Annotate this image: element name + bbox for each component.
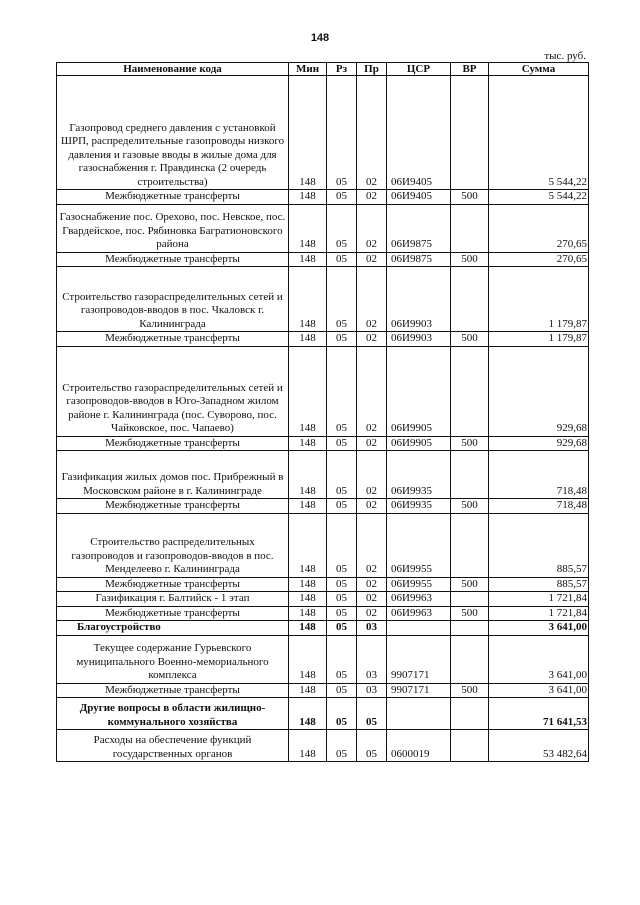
row-vr: 500 — [451, 499, 489, 514]
row-min: 148 — [289, 190, 327, 205]
row-name: Расходы на обеспечение функций государственных органов — [57, 730, 289, 762]
row-vr: 500 — [451, 332, 489, 347]
row-name: Межбюджетные трансферты — [57, 499, 289, 514]
row-rz: 05 — [327, 267, 357, 332]
row-csr: 06И9875 — [387, 252, 451, 267]
row-pr: 03 — [357, 683, 387, 698]
row-vr: 500 — [451, 606, 489, 621]
row-min: 148 — [289, 635, 327, 683]
row-csr: 0600019 — [387, 730, 451, 762]
row-csr: 06И9405 — [387, 76, 451, 190]
row-rz: 05 — [327, 730, 357, 762]
row-min: 148 — [289, 436, 327, 451]
row-vr — [451, 730, 489, 762]
row-rz: 05 — [327, 635, 357, 683]
table-row — [57, 698, 589, 730]
table-row — [57, 621, 589, 636]
row-rz: 05 — [327, 332, 357, 347]
header-csr: ЦСР — [387, 63, 451, 76]
row-vr — [451, 451, 489, 499]
table-row — [57, 451, 589, 499]
row-name: Газификация жилых домов пос. Прибрежный в Московском районе в г. Калининграде — [57, 451, 289, 499]
row-vr — [451, 635, 489, 683]
row-rz: 05 — [327, 577, 357, 592]
row-vr — [451, 592, 489, 607]
row-rz: 05 — [327, 451, 357, 499]
page-number: 148 — [310, 32, 330, 44]
row-sum: 5 544,22 — [489, 190, 589, 205]
row-min: 148 — [289, 698, 327, 730]
row-min: 148 — [289, 332, 327, 347]
row-csr: 06И9955 — [387, 513, 451, 577]
row-min: 148 — [289, 577, 327, 592]
row-csr: 9907171 — [387, 635, 451, 683]
table-row — [57, 499, 589, 514]
table-row — [57, 606, 589, 621]
row-pr: 02 — [357, 76, 387, 190]
row-csr — [387, 621, 451, 636]
row-min: 148 — [289, 606, 327, 621]
table-row — [57, 730, 589, 762]
row-name: Межбюджетные трансферты — [57, 683, 289, 698]
row-pr: 02 — [357, 252, 387, 267]
row-csr: 9907171 — [387, 683, 451, 698]
row-vr — [451, 346, 489, 436]
row-csr: 06И9955 — [387, 577, 451, 592]
table-row — [57, 76, 589, 190]
row-min: 148 — [289, 730, 327, 762]
table-row — [57, 513, 589, 577]
row-name: Межбюджетные трансферты — [57, 332, 289, 347]
table-row — [57, 346, 589, 436]
row-pr: 02 — [357, 190, 387, 205]
row-sum: 270,65 — [489, 204, 589, 252]
row-rz: 05 — [327, 346, 357, 436]
row-name: Межбюджетные трансферты — [57, 436, 289, 451]
row-vr: 500 — [451, 436, 489, 451]
row-min: 148 — [289, 451, 327, 499]
row-sum: 270,65 — [489, 252, 589, 267]
header-rz: Рз — [327, 63, 357, 76]
row-sum: 3 641,00 — [489, 621, 589, 636]
table-row — [57, 577, 589, 592]
row-name: Другие вопросы в области жилищно-коммунального хозяйства — [57, 698, 289, 730]
row-csr — [387, 698, 451, 730]
row-pr: 02 — [357, 606, 387, 621]
row-name: Строительство газораспределительных сетей и газопроводов-вводов в Юго-Западном жилом районе г. Калининграда (пос. Суворово, пос. Чайковское, пос. Чапаево) — [57, 346, 289, 436]
row-csr: 06И9963 — [387, 606, 451, 621]
row-name: Межбюджетные трансферты — [57, 252, 289, 267]
row-csr: 06И9903 — [387, 267, 451, 332]
row-sum: 718,48 — [489, 451, 589, 499]
row-name: Межбюджетные трансферты — [57, 577, 289, 592]
row-sum: 53 482,64 — [489, 730, 589, 762]
row-vr — [451, 267, 489, 332]
header-name: Наименование кода — [57, 63, 289, 76]
row-name: Строительство распределительных газопроводов и газопроводов-вводов в пос. Менделеево г. Калининграда — [57, 513, 289, 577]
row-vr: 500 — [451, 577, 489, 592]
row-vr — [451, 698, 489, 730]
row-vr: 500 — [451, 190, 489, 205]
units-label: тыс. руб. — [544, 50, 586, 62]
row-rz: 05 — [327, 592, 357, 607]
row-pr: 05 — [357, 730, 387, 762]
row-sum: 3 641,00 — [489, 635, 589, 683]
row-name: Межбюджетные трансферты — [57, 190, 289, 205]
row-name: Строительство газораспределительных сетей и газопроводов-вводов в пос. Чкаловск г. Калининграда — [57, 267, 289, 332]
row-csr: 06И9405 — [387, 190, 451, 205]
table-row — [57, 592, 589, 607]
row-sum: 929,68 — [489, 436, 589, 451]
row-pr: 02 — [357, 332, 387, 347]
table-row — [57, 267, 589, 332]
row-csr: 06И9905 — [387, 436, 451, 451]
row-csr: 06И9935 — [387, 499, 451, 514]
row-rz: 05 — [327, 499, 357, 514]
table-row — [57, 204, 589, 252]
row-name: Благоустройство — [57, 621, 289, 636]
row-csr: 06И9903 — [387, 332, 451, 347]
row-pr: 02 — [357, 436, 387, 451]
row-rz: 05 — [327, 698, 357, 730]
table-row — [57, 332, 589, 347]
row-pr: 05 — [357, 698, 387, 730]
table-row — [57, 252, 589, 267]
row-pr: 02 — [357, 577, 387, 592]
table-row — [57, 436, 589, 451]
row-rz: 05 — [327, 606, 357, 621]
row-pr: 02 — [357, 346, 387, 436]
row-vr: 500 — [451, 683, 489, 698]
row-csr: 06И9935 — [387, 451, 451, 499]
row-sum: 718,48 — [489, 499, 589, 514]
row-sum: 1 179,87 — [489, 267, 589, 332]
row-pr: 02 — [357, 513, 387, 577]
row-pr: 03 — [357, 621, 387, 636]
row-rz: 05 — [327, 436, 357, 451]
row-sum: 1 721,84 — [489, 606, 589, 621]
row-rz: 05 — [327, 190, 357, 205]
budget-table — [56, 62, 589, 762]
row-pr: 02 — [357, 592, 387, 607]
row-sum: 3 641,00 — [489, 683, 589, 698]
row-min: 148 — [289, 499, 327, 514]
row-sum: 885,57 — [489, 577, 589, 592]
row-min: 148 — [289, 592, 327, 607]
header-sum: Сумма — [489, 63, 589, 76]
row-pr: 02 — [357, 267, 387, 332]
table-row — [57, 190, 589, 205]
row-pr: 02 — [357, 204, 387, 252]
row-rz: 05 — [327, 204, 357, 252]
row-min: 148 — [289, 683, 327, 698]
row-sum: 71 641,53 — [489, 698, 589, 730]
header-pr: Пр — [357, 63, 387, 76]
row-rz: 05 — [327, 252, 357, 267]
header-min: Мин — [289, 63, 327, 76]
row-min: 148 — [289, 346, 327, 436]
row-pr: 03 — [357, 635, 387, 683]
row-csr: 06И9905 — [387, 346, 451, 436]
row-pr: 02 — [357, 451, 387, 499]
row-vr — [451, 204, 489, 252]
table-row — [57, 635, 589, 683]
row-min: 148 — [289, 252, 327, 267]
row-min: 148 — [289, 76, 327, 190]
row-min: 148 — [289, 621, 327, 636]
row-name: Газоснабжение пос. Орехово, пос. Невское, пос. Гвардейское, пос. Рябиновка Багратионовского района — [57, 204, 289, 252]
row-vr — [451, 513, 489, 577]
row-csr: 06И9875 — [387, 204, 451, 252]
row-csr: 06И9963 — [387, 592, 451, 607]
table-row — [57, 683, 589, 698]
row-sum: 5 544,22 — [489, 76, 589, 190]
row-name: Текущее содержание Гурьевского муниципального Военно-мемориального комплекса — [57, 635, 289, 683]
row-name: Газопровод среднего давления с установкой ШРП, распределительные газопроводы низкого давления и газовые вводы в жилые дома для газоснабжения г. Правдинска (2 очередь строительства) — [57, 76, 289, 190]
row-rz: 05 — [327, 683, 357, 698]
row-min: 148 — [289, 513, 327, 577]
row-name: Газификация г. Балтийск - 1 этап — [57, 592, 289, 607]
row-sum: 929,68 — [489, 346, 589, 436]
row-name: Межбюджетные трансферты — [57, 606, 289, 621]
row-vr: 500 — [451, 252, 489, 267]
header-vr: ВР — [451, 63, 489, 76]
row-rz: 05 — [327, 76, 357, 190]
row-min: 148 — [289, 267, 327, 332]
row-vr — [451, 621, 489, 636]
row-rz: 05 — [327, 513, 357, 577]
row-sum: 885,57 — [489, 513, 589, 577]
row-pr: 02 — [357, 499, 387, 514]
row-rz: 05 — [327, 621, 357, 636]
header-row — [57, 63, 589, 76]
row-sum: 1 721,84 — [489, 592, 589, 607]
row-vr — [451, 76, 489, 190]
row-min: 148 — [289, 204, 327, 252]
row-sum: 1 179,87 — [489, 332, 589, 347]
